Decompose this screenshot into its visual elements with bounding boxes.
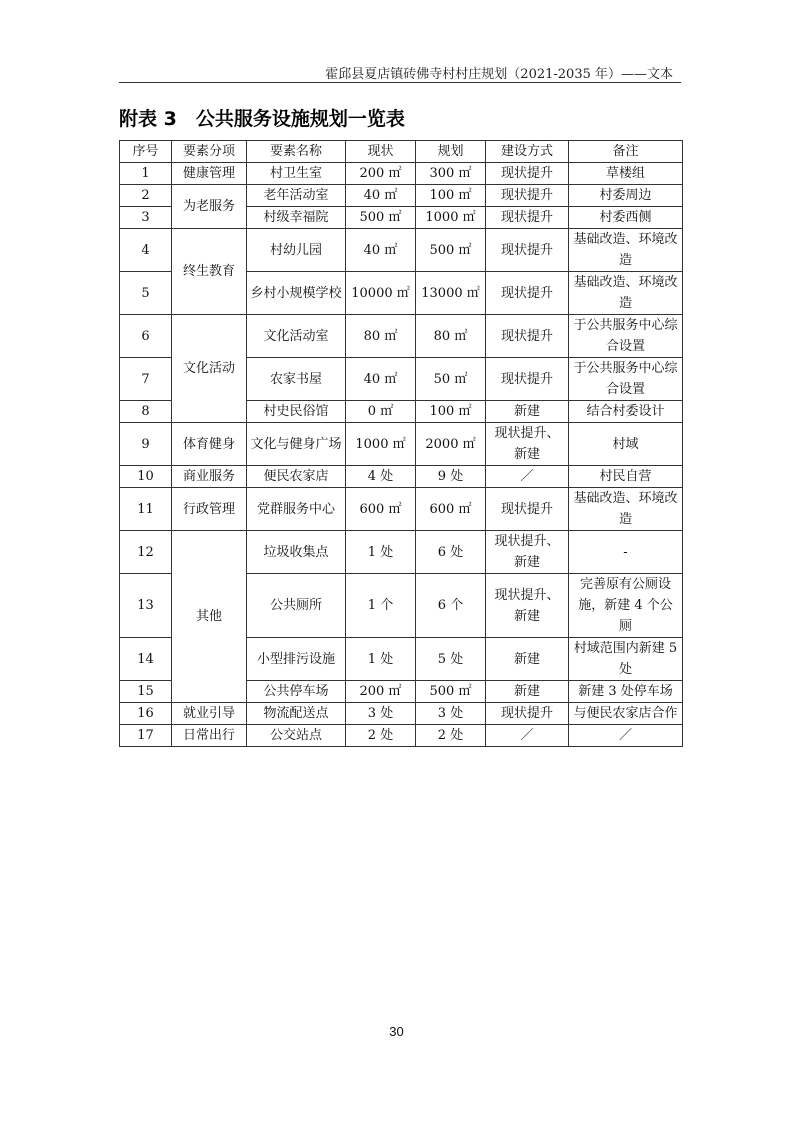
method-cell: 新建 xyxy=(486,638,569,681)
plan-cell: 2 处 xyxy=(416,725,486,747)
current-cell: 1 处 xyxy=(346,638,416,681)
method-cell: 现状提升 xyxy=(486,163,569,185)
method-cell: 现状提升 xyxy=(486,488,569,531)
row-number: 3 xyxy=(120,207,172,229)
row-number: 2 xyxy=(120,185,172,207)
column-header: 序号 xyxy=(120,141,172,163)
plan-cell: 13000 ㎡ xyxy=(416,272,486,315)
category-cell: 终生教育 xyxy=(172,229,247,315)
column-header: 现状 xyxy=(346,141,416,163)
plan-cell: 600 ㎡ xyxy=(416,488,486,531)
table-row xyxy=(120,703,683,725)
note-cell: - xyxy=(569,531,683,574)
name-cell: 文化活动室 xyxy=(247,315,346,358)
row-number: 9 xyxy=(120,423,172,466)
method-cell: 现状提升 xyxy=(486,229,569,272)
category-cell: 就业引导 xyxy=(172,703,247,725)
current-cell: 80 ㎡ xyxy=(346,315,416,358)
note-cell: 结合村委设计 xyxy=(569,401,683,423)
category-cell: 体育健身 xyxy=(172,423,247,466)
note-cell: 基础改造、环境改造 xyxy=(569,229,683,272)
row-number: 10 xyxy=(120,466,172,488)
row-number: 15 xyxy=(120,681,172,703)
name-cell: 物流配送点 xyxy=(247,703,346,725)
row-number: 12 xyxy=(120,531,172,574)
method-cell: ／ xyxy=(486,725,569,747)
category-cell: 健康管理 xyxy=(172,163,247,185)
method-cell: 现状提升 xyxy=(486,207,569,229)
current-cell: 200 ㎡ xyxy=(346,163,416,185)
current-cell: 600 ㎡ xyxy=(346,488,416,531)
note-cell: ／ xyxy=(569,725,683,747)
name-cell: 村级幸福院 xyxy=(247,207,346,229)
method-cell: 新建 xyxy=(486,681,569,703)
note-cell: 村委周边 xyxy=(569,185,683,207)
name-cell: 农家书屋 xyxy=(247,358,346,401)
name-cell: 村幼儿园 xyxy=(247,229,346,272)
current-cell: 0 ㎡ xyxy=(346,401,416,423)
category-cell: 行政管理 xyxy=(172,488,247,531)
method-cell: 现状提升 xyxy=(486,703,569,725)
note-cell: 基础改造、环境改造 xyxy=(569,272,683,315)
name-cell: 老年活动室 xyxy=(247,185,346,207)
category-cell: 文化活动 xyxy=(172,315,247,423)
note-cell: 于公共服务中心综合设置 xyxy=(569,358,683,401)
method-cell: ／ xyxy=(486,466,569,488)
column-header: 要素分项 xyxy=(172,141,247,163)
method-cell: 现状提升 xyxy=(486,272,569,315)
current-cell: 10000 ㎡ xyxy=(346,272,416,315)
name-cell: 乡村小规模学校 xyxy=(247,272,346,315)
table-row xyxy=(120,185,683,207)
row-number: 5 xyxy=(120,272,172,315)
method-cell: 现状提升、新建 xyxy=(486,423,569,466)
row-number: 17 xyxy=(120,725,172,747)
plan-cell: 3 处 xyxy=(416,703,486,725)
running-header: 霍邱县夏店镇砖佛寺村村庄规划（2021-2035 年）——文本 xyxy=(325,67,673,82)
table-row xyxy=(120,423,683,466)
table-row xyxy=(120,488,683,531)
name-cell: 文化与健身广场 xyxy=(247,423,346,466)
method-cell: 现状提升 xyxy=(486,358,569,401)
row-number: 7 xyxy=(120,358,172,401)
facilities-table xyxy=(119,140,683,747)
plan-cell: 50 ㎡ xyxy=(416,358,486,401)
note-cell: 草楼组 xyxy=(569,163,683,185)
name-cell: 垃圾收集点 xyxy=(247,531,346,574)
column-header: 备注 xyxy=(569,141,683,163)
table-row xyxy=(120,531,683,574)
current-cell: 4 处 xyxy=(346,466,416,488)
plan-cell: 6 处 xyxy=(416,531,486,574)
current-cell: 200 ㎡ xyxy=(346,681,416,703)
column-header: 要素名称 xyxy=(247,141,346,163)
column-header: 规划 xyxy=(416,141,486,163)
name-cell: 公共厕所 xyxy=(247,574,346,638)
method-cell: 现状提升 xyxy=(486,185,569,207)
table-row xyxy=(120,163,683,185)
row-number: 16 xyxy=(120,703,172,725)
method-cell: 新建 xyxy=(486,401,569,423)
plan-cell: 2000 ㎡ xyxy=(416,423,486,466)
note-cell: 村委西侧 xyxy=(569,207,683,229)
page-number: 30 xyxy=(389,1024,404,1039)
category-cell: 其他 xyxy=(172,531,247,703)
row-number: 14 xyxy=(120,638,172,681)
header-rule xyxy=(119,82,681,83)
category-cell: 商业服务 xyxy=(172,466,247,488)
row-number: 13 xyxy=(120,574,172,638)
row-number: 4 xyxy=(120,229,172,272)
table-row xyxy=(120,466,683,488)
plan-cell: 100 ㎡ xyxy=(416,401,486,423)
current-cell: 1 个 xyxy=(346,574,416,638)
table-row xyxy=(120,229,683,272)
current-cell: 3 处 xyxy=(346,703,416,725)
method-cell: 现状提升 xyxy=(486,315,569,358)
table-row xyxy=(120,315,683,358)
row-number: 8 xyxy=(120,401,172,423)
current-cell: 1 处 xyxy=(346,531,416,574)
method-cell: 现状提升、新建 xyxy=(486,574,569,638)
note-cell: 基础改造、环境改造 xyxy=(569,488,683,531)
note-cell: 村域范围内新建 5 处 xyxy=(569,638,683,681)
name-cell: 公共停车场 xyxy=(247,681,346,703)
name-cell: 小型排污设施 xyxy=(247,638,346,681)
plan-cell: 5 处 xyxy=(416,638,486,681)
table-header-row xyxy=(120,141,683,163)
method-cell: 现状提升、新建 xyxy=(486,531,569,574)
current-cell: 40 ㎡ xyxy=(346,358,416,401)
current-cell: 40 ㎡ xyxy=(346,229,416,272)
name-cell: 公交站点 xyxy=(247,725,346,747)
name-cell: 便民农家店 xyxy=(247,466,346,488)
table-title: 附表 3 公共服务设施规划一览表 xyxy=(119,108,405,130)
row-number: 1 xyxy=(120,163,172,185)
note-cell: 村民自营 xyxy=(569,466,683,488)
plan-cell: 80 ㎡ xyxy=(416,315,486,358)
plan-cell: 1000 ㎡ xyxy=(416,207,486,229)
name-cell: 党群服务中心 xyxy=(247,488,346,531)
row-number: 6 xyxy=(120,315,172,358)
plan-cell: 500 ㎡ xyxy=(416,229,486,272)
current-cell: 2 处 xyxy=(346,725,416,747)
name-cell: 村卫生室 xyxy=(247,163,346,185)
category-cell: 日常出行 xyxy=(172,725,247,747)
plan-cell: 500 ㎡ xyxy=(416,681,486,703)
note-cell: 村域 xyxy=(569,423,683,466)
current-cell: 40 ㎡ xyxy=(346,185,416,207)
note-cell: 新建 3 处停车场 xyxy=(569,681,683,703)
plan-cell: 100 ㎡ xyxy=(416,185,486,207)
note-cell: 于公共服务中心综合设置 xyxy=(569,315,683,358)
name-cell: 村史民俗馆 xyxy=(247,401,346,423)
table-row xyxy=(120,725,683,747)
category-cell: 为老服务 xyxy=(172,185,247,229)
note-cell: 完善原有公厕设施，新建 4 个公厕 xyxy=(569,574,683,638)
note-cell: 与便民农家店合作 xyxy=(569,703,683,725)
column-header: 建设方式 xyxy=(486,141,569,163)
current-cell: 1000 ㎡ xyxy=(346,423,416,466)
plan-cell: 9 处 xyxy=(416,466,486,488)
row-number: 11 xyxy=(120,488,172,531)
current-cell: 500 ㎡ xyxy=(346,207,416,229)
plan-cell: 6 个 xyxy=(416,574,486,638)
plan-cell: 300 ㎡ xyxy=(416,163,486,185)
